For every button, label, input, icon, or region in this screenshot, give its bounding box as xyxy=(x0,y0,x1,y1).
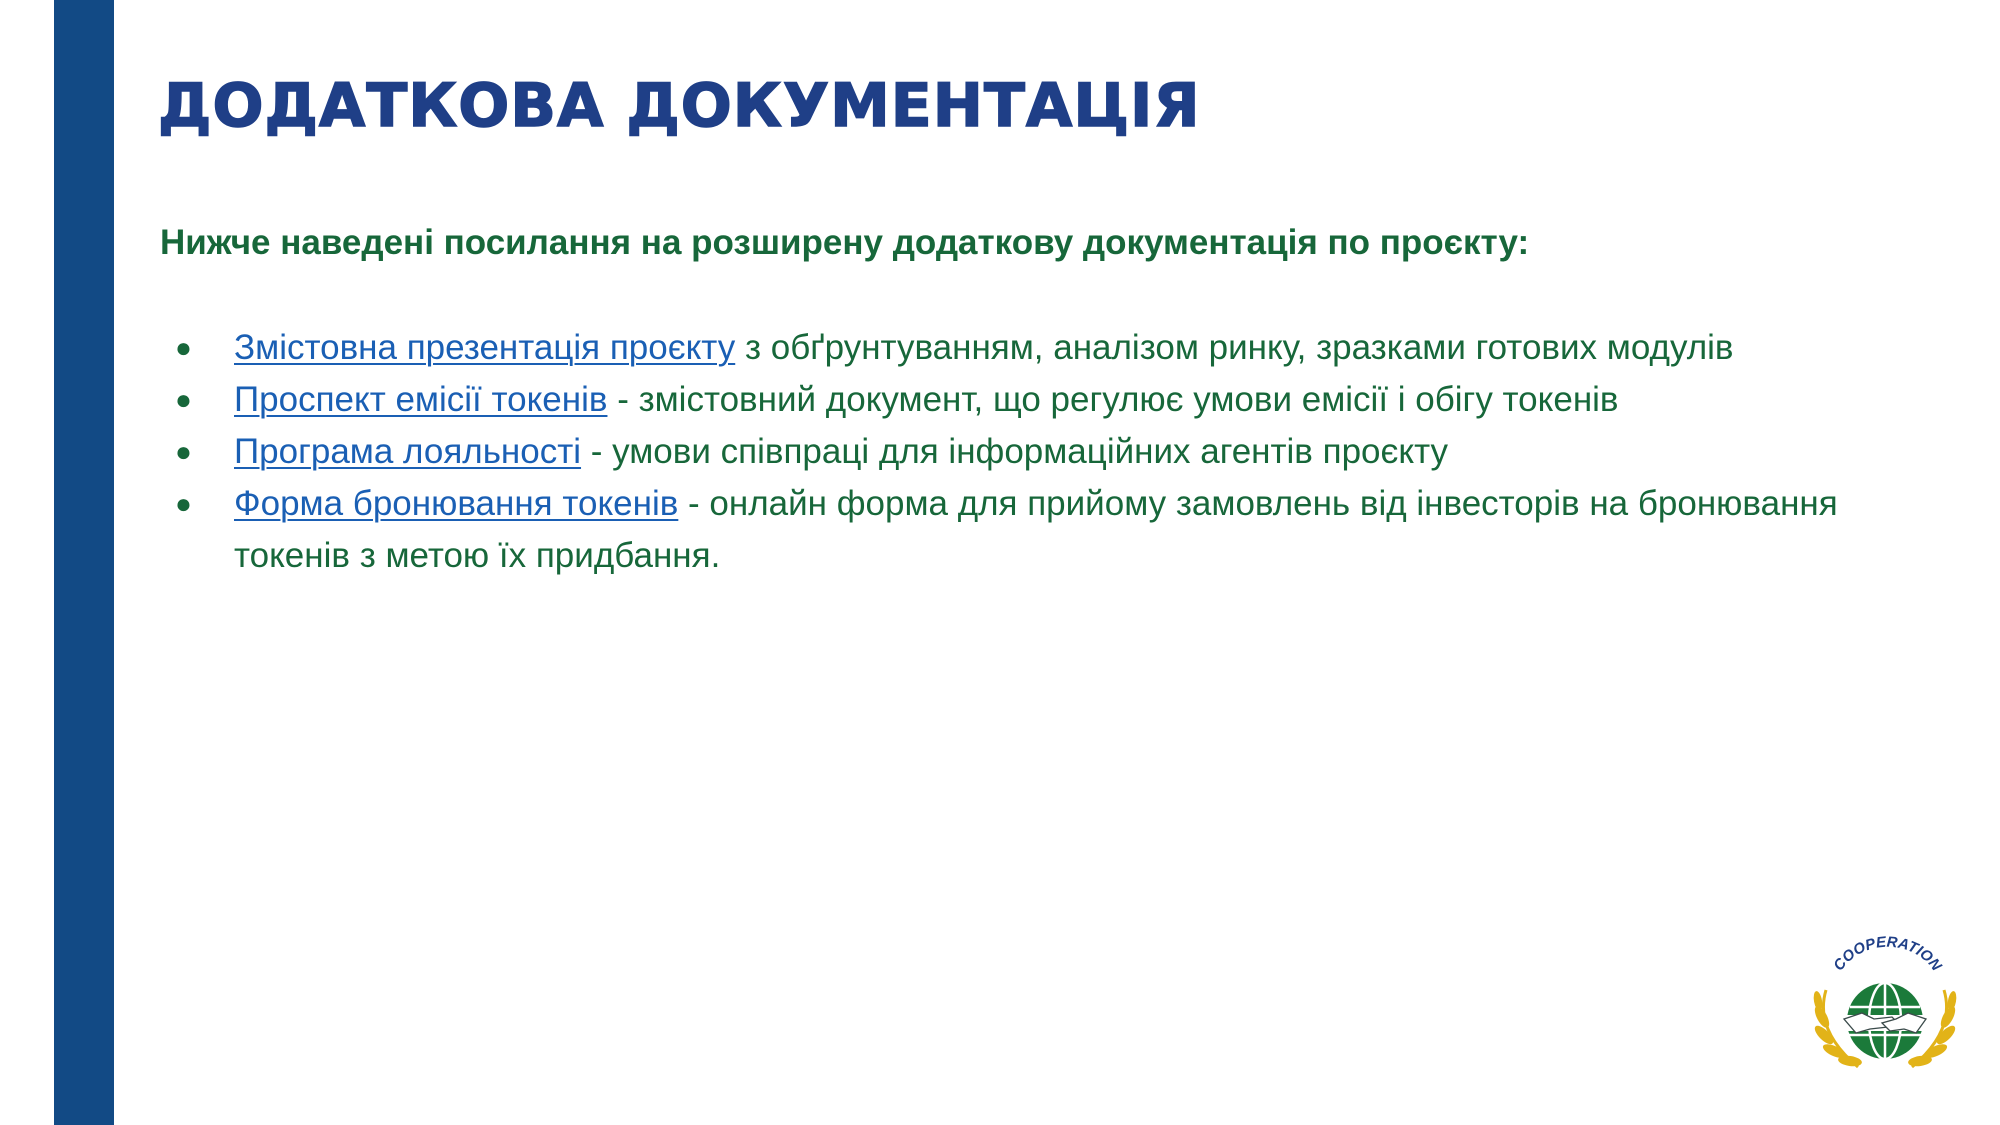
logo-text: COOPERATION xyxy=(1830,935,1945,975)
list-item xyxy=(175,322,1875,374)
documentation-links-list xyxy=(175,322,1875,582)
slide-subtitle: Нижче наведені посилання на розширену додаткову документація по проєкту: xyxy=(160,223,1530,262)
list-item xyxy=(175,426,1875,478)
token-booking-form-link[interactable]: Форма бронювання токенів xyxy=(234,484,679,523)
bullet-icon: ● xyxy=(175,488,192,519)
bullet-icon: ● xyxy=(175,436,192,467)
slide-title: ДОДАТКОВА ДОКУМЕНТАЦІЯ xyxy=(158,71,1201,141)
list-item xyxy=(175,478,1875,582)
list-item-description: - умови співпраці для інформаційних агентів проєкту xyxy=(581,432,1448,471)
token-prospectus-link[interactable]: Проспект емісії токенів xyxy=(234,380,608,419)
cooperation-logo-icon xyxy=(1800,935,1970,1075)
presentation-link[interactable]: Змістовна презентація проєкту xyxy=(234,328,736,367)
list-item xyxy=(175,374,1875,426)
list-item-description: - онлайн форма для прийому замовлень від інвесторів на бронювання токенів з метою їх придбання. xyxy=(234,484,1838,575)
loyalty-program-link[interactable]: Програма лояльності xyxy=(234,432,582,471)
left-accent-bar xyxy=(54,0,114,1125)
list-item-description: - змістовний документ, що регулює умови емісії і обігу токенів xyxy=(607,380,1619,419)
bullet-icon: ● xyxy=(175,332,192,363)
list-item-description: з обґрунтуванням, аналізом ринку, зразками готових модулів xyxy=(735,328,1734,367)
bullet-icon: ● xyxy=(175,384,192,415)
